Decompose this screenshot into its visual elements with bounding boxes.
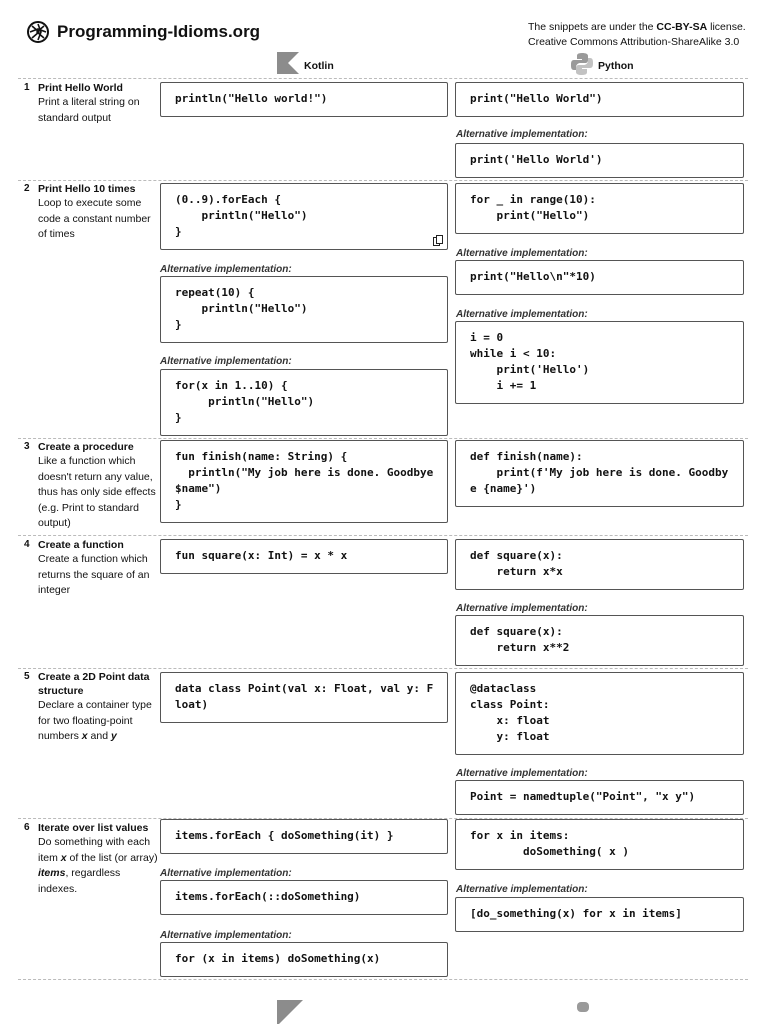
python-logo-icon [570, 52, 594, 76]
alt-impl-label: Alternative implementation: [456, 248, 588, 259]
alt-impl-label: Alternative implementation: [456, 129, 588, 140]
idiom-number: 5 [24, 671, 30, 682]
code-snippet-kotlin[interactable]: fun square(x: Int) = x * x [160, 539, 448, 574]
idiom-title[interactable]: Iterate over list values [38, 822, 149, 834]
idiom-description: Print a literal string on standard output [38, 96, 140, 124]
code-snippet-python[interactable]: print('Hello World') [455, 143, 744, 178]
idiom-title[interactable]: Print Hello World [38, 82, 123, 94]
separator [18, 535, 748, 536]
code-snippet-python[interactable]: [do_something(x) for x in items] [455, 897, 744, 932]
alt-impl-label: Alternative implementation: [456, 603, 588, 614]
code-snippet-python[interactable]: @dataclass class Point: x: float y: float [455, 672, 744, 755]
site-title[interactable]: Programming-Idioms.org [57, 22, 261, 41]
kotlin-logo-icon [277, 52, 299, 74]
separator [18, 180, 748, 181]
separator [18, 78, 748, 79]
license-link[interactable]: CC-BY-SA [656, 21, 708, 33]
idiom-description: Loop to execute some code a constant number of times [38, 197, 151, 240]
alt-impl-label: Alternative implementation: [160, 868, 292, 879]
idiom-number: 3 [24, 441, 30, 452]
code-snippet-kotlin[interactable]: repeat(10) { println("Hello") } [160, 276, 448, 343]
code-snippet-kotlin[interactable]: println("Hello world!") [160, 82, 448, 117]
idiom-title[interactable]: Create a 2D Point data structure [38, 671, 150, 697]
alt-impl-label: Alternative implementation: [160, 930, 292, 941]
code-snippet-python[interactable]: def square(x): return x*x [455, 539, 744, 590]
idiom-description: Create a function which returns the square of an integer [38, 553, 150, 596]
alt-impl-label: Alternative implementation: [160, 264, 292, 275]
idiom-description: Do something with each item x of the list (or array) items, regardless indexes. [38, 836, 158, 895]
copy-icon[interactable] [433, 233, 443, 243]
code-snippet-python[interactable]: for _ in range(10): print("Hello") [455, 183, 744, 234]
alt-impl-label: Alternative implementation: [160, 356, 292, 367]
idiom-number: 2 [24, 183, 30, 194]
code-snippet-kotlin[interactable]: for(x in 1..10) { println("Hello") } [160, 369, 448, 436]
idiom-number: 1 [24, 82, 30, 93]
code-snippet-python[interactable]: for x in items: doSomething( x ) [455, 819, 744, 870]
idiom-description: Declare a container type for two floating-point numbers x and y [38, 699, 152, 742]
language-header-kotlin: Kotlin [304, 60, 334, 72]
python-logo-icon [576, 1000, 590, 1024]
code-snippet-python[interactable]: print("Hello World") [455, 82, 744, 117]
code-snippet-kotlin[interactable]: fun finish(name: String) { println("My job here is done. Goodbye $name") } [160, 440, 448, 523]
idiom-title[interactable]: Print Hello 10 times [38, 183, 136, 195]
idiom-description: Like a function which doesn't return any value, thus has only side effects (e.g. Print to standard output) [38, 455, 156, 529]
language-header-python: Python [598, 60, 634, 72]
site-logo-icon[interactable] [27, 21, 49, 43]
license-notice: The snippets are under the CC-BY-SA license. Creative Commons Attribution-ShareAlike 3.0 [528, 21, 746, 48]
alt-impl-label: Alternative implementation: [456, 768, 588, 779]
code-snippet-python[interactable]: Point = namedtuple("Point", "x y") [455, 780, 744, 815]
code-snippet-kotlin[interactable]: for (x in items) doSomething(x) [160, 942, 448, 977]
code-snippet-kotlin[interactable]: (0..9).forEach { println("Hello") } [160, 183, 448, 250]
code-snippet-python[interactable]: def square(x): return x**2 [455, 615, 744, 666]
code-snippet-kotlin[interactable]: items.forEach { doSomething(it) } [160, 819, 448, 854]
code-snippet-python[interactable]: i = 0 while i < 10: print('Hello') i += 1 [455, 321, 744, 404]
code-snippet-kotlin[interactable]: data class Point(val x: Float, val y: F loat) [160, 672, 448, 723]
code-snippet-python[interactable]: print("Hello\n"*10) [455, 260, 744, 295]
idiom-title[interactable]: Create a procedure [38, 441, 134, 453]
kotlin-logo-icon [277, 1000, 303, 1024]
separator [18, 979, 748, 980]
alt-impl-label: Alternative implementation: [456, 884, 588, 895]
idiom-title[interactable]: Create a function [38, 539, 124, 551]
idiom-number: 4 [24, 539, 30, 550]
separator [18, 668, 748, 669]
code-snippet-kotlin[interactable]: items.forEach(::doSomething) [160, 880, 448, 915]
code-snippet-python[interactable]: def finish(name): print(f'My job here is done. Goodby e {name}') [455, 440, 744, 507]
separator [18, 438, 748, 439]
alt-impl-label: Alternative implementation: [456, 309, 588, 320]
idiom-number: 6 [24, 822, 30, 833]
